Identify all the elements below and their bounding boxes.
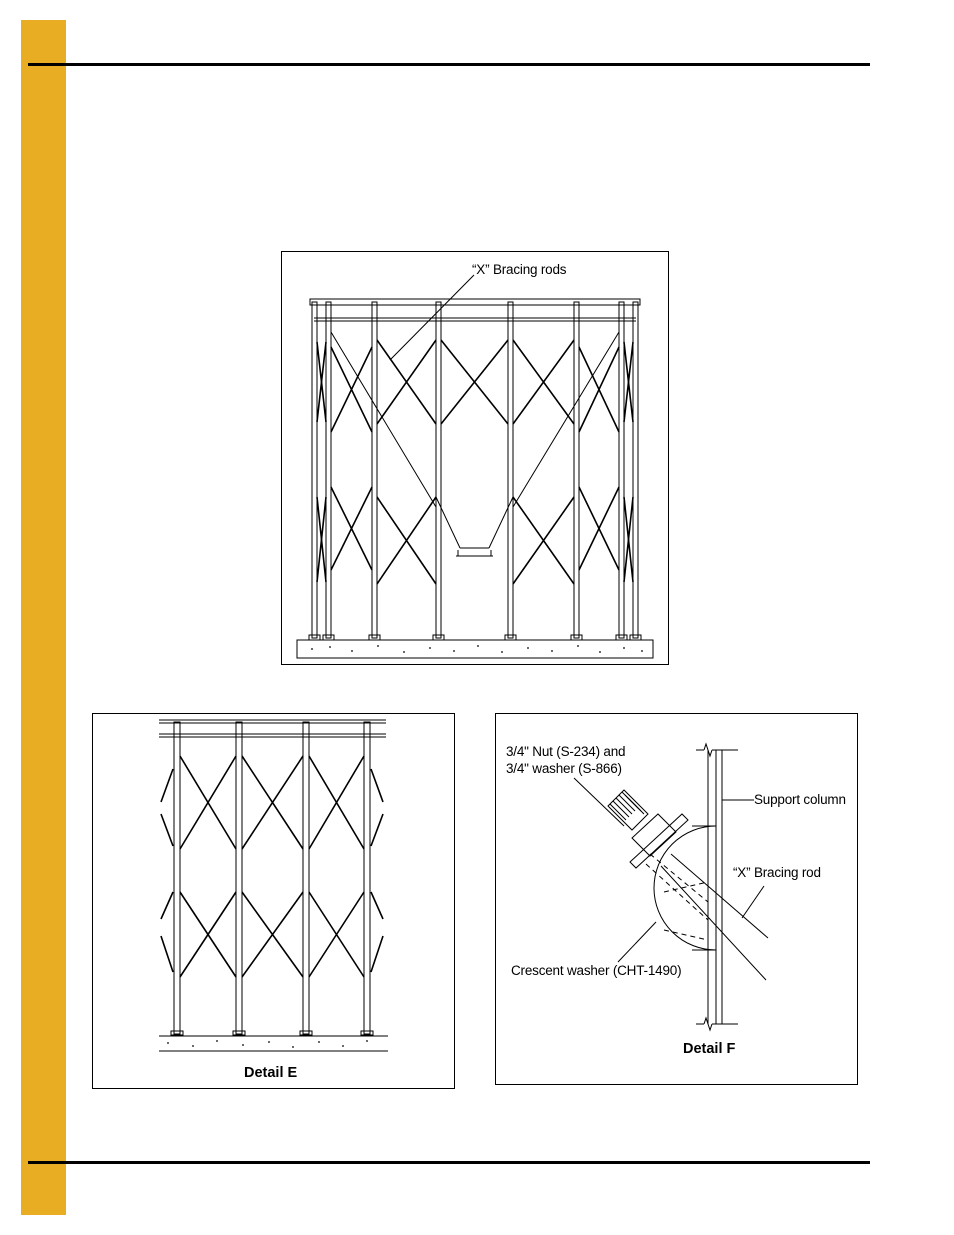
main-tower-drawing (282, 252, 668, 664)
detail-e-figure (92, 713, 455, 1089)
bracing-rod-leader (742, 886, 764, 918)
detail-f-caption: Detail F (683, 1041, 736, 1057)
footer-rule (28, 1161, 870, 1164)
main-tower-figure (281, 251, 669, 665)
crescent-washer-label: Crescent washer (CHT-1490) (511, 963, 682, 978)
detail-e-caption: Detail E (244, 1065, 298, 1081)
bracing-rod-label: “X” Bracing rod (733, 865, 821, 880)
nut-leader (574, 778, 624, 826)
crescent-washer-leader (618, 922, 656, 962)
support-column-label: Support column (754, 792, 846, 807)
bracing-rods-label: “X” Bracing rods (472, 262, 567, 277)
nut-label-line2: 3/4" washer (S-866) (506, 761, 622, 776)
detail-f-figure (495, 713, 858, 1085)
nut-label-line1: 3/4" Nut (S-234) and (506, 744, 626, 759)
side-color-band (21, 20, 66, 1215)
header-rule (28, 63, 870, 66)
detail-e-drawing (93, 714, 454, 1088)
